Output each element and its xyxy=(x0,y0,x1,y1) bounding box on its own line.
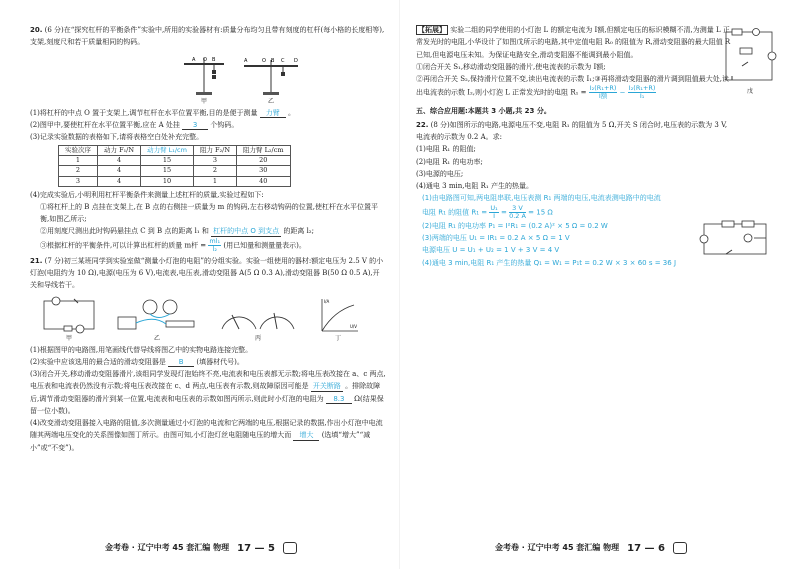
fig2-label-o: O xyxy=(262,57,266,64)
ext-step1: ①闭合开关 S₁,移动滑动变阻器的滑片,使电流表的示数为 I额; xyxy=(416,62,606,71)
section-five-title: 五、综合应用题:本题共 3 小题,共 23 分。 xyxy=(416,106,551,115)
q21-part3 xyxy=(30,368,386,417)
left-footer xyxy=(105,540,297,558)
ext-step2 xyxy=(416,73,734,101)
figure-yi xyxy=(240,52,302,105)
footer-page-number: 17 — 5 xyxy=(237,542,275,554)
figure-circuit-jia xyxy=(40,295,98,342)
q20-s2-answer: 杠杆的中点 O 到支点 xyxy=(213,227,280,236)
figure-caption-bing: 丙 xyxy=(254,334,261,342)
q22-number: 22. xyxy=(416,120,429,129)
figure-caption-yi: 乙 xyxy=(267,97,274,105)
q22-answer-line: (2)电阻 R₁ 的电功率 P₁ = I²R₁ = (0.2 A)² × 5 Ω = 0.2 W xyxy=(422,221,608,230)
q20-p1-answer: 力臂 xyxy=(260,109,286,118)
q22-block xyxy=(416,119,734,193)
q22-answer-r1-result: = 15 Ω xyxy=(528,208,553,217)
table-row xyxy=(59,156,291,166)
fig2-label-c: C xyxy=(281,57,285,64)
q20-p2-post: 个钩码。 xyxy=(210,120,239,129)
iu-graph-icon xyxy=(316,297,360,335)
q20-stem-text: (6 分)在“探究杠杆的平衡条件”实验中,所用的实验器材有:质量分布均匀且带有刻度的杠杆(每小格的长度相等),支架,刻度尺和若干质量相同的钩码。 xyxy=(30,26,385,47)
table-cell: 30 xyxy=(237,166,290,176)
q21-part4 xyxy=(30,417,386,454)
q22-answer-line: (3)两端的电压 U₁ = IR₁ = 0.2 A × 5 Ω = 1 V xyxy=(422,234,570,243)
q20-part3: (3)记录实验数据的表格如下,请将表格空白处补充完整。 xyxy=(30,133,204,141)
fraction-numerator: I₂(R₁+R) xyxy=(589,84,617,93)
table-cell: 2 xyxy=(193,166,236,176)
q21-p3-text-c: Ω(结果保留一位小数)。 xyxy=(30,394,384,415)
fraction-denominator: I xyxy=(493,211,495,220)
q22-item: (2)电阻 R₁ 的电功率; xyxy=(416,157,483,166)
q20-p2-text: (2)图甲中,要使杠杆在水平位置平衡,应在 A 处挂 xyxy=(30,120,180,129)
q21-p4-text-a: (4)改变滑动变阻器接入电路的阻值,多次测量通过小灯泡的电流和它两端的电压,根据记录的数据,作出小灯泡中电流随其两端电压变化的关系图像如图丁所示。由图可知,小灯泡灯丝电阻随电压的增大而 xyxy=(30,419,383,440)
q22-answer-line: (4)通电 3 min,电阻 R₁ 产生的热量 Q₁ = W₁ = P₁t = 0.2 W × 3 × 60 s = 36 J xyxy=(422,258,677,267)
q20-number: 20. xyxy=(30,26,43,34)
ext-answer-fraction-b xyxy=(628,85,657,100)
fig2-label-d: D xyxy=(294,57,298,64)
table-header-cell: 阻力 F₂/N xyxy=(193,146,236,156)
right-page xyxy=(400,0,800,569)
q20-stem xyxy=(30,24,386,49)
q21-stem xyxy=(30,255,386,292)
q22-item: (3)电源的电压; xyxy=(416,169,464,178)
extension-tag: 【拓展】 xyxy=(418,26,446,34)
q20-data-table xyxy=(58,145,291,186)
circuit-diagram-icon xyxy=(40,295,98,335)
q22-fraction-1 xyxy=(489,205,498,220)
footer-title: 金考卷 · 辽宁中考 45 套汇编 物理 xyxy=(495,543,620,553)
ext-text3: ②再闭合开关 S₂,保持滑片位置不变,读出电流表的示数 I₁;③再将滑动变阻器的滑片调到阻值最大处,读出电流表的示数 I₂,则小灯泡 L 正常发光时的电阻 R₁ = xyxy=(416,75,729,97)
circuit-diagram-wu-icon xyxy=(722,26,778,88)
table-header-cell: 动力 F₁/N xyxy=(98,146,141,156)
ext-text1: 实验二组的同学使用的小灯泡 L 的额定电流为 I额,但额定电压的标识模糊不清,为测量 L 正常发光时的电阻,小华设计了如图戊所示的电路,其中定值电阻 R₀ 的阻值为 R,滑动变阻器的最大阻值 R 已知,但电源电压未知。为保证电路安全,滑动变阻器不能调到最小阻值。 xyxy=(416,26,731,59)
table-row xyxy=(59,166,291,176)
equals-sign: = xyxy=(500,208,507,217)
extension-block xyxy=(416,24,734,101)
table-cell: 40 xyxy=(237,176,290,186)
fig2-label-a: A xyxy=(244,57,248,64)
fraction-denominator: I额 xyxy=(598,92,608,101)
q20-step3 xyxy=(30,238,386,253)
q20-s2-post: 的距离 l₂; xyxy=(283,227,314,236)
q21-p2-text: (2)实验中应该选用的最合适的滑动变阻器是 xyxy=(30,357,166,366)
figure-meters-bing xyxy=(216,299,300,342)
q21-p3-answer2: 8.3 xyxy=(326,395,352,404)
table-cell: 4 xyxy=(98,176,141,186)
graph-y-axis-label: I/A xyxy=(324,298,330,304)
figure-caption-yi: 乙 xyxy=(153,334,160,342)
figure-wiring-yi xyxy=(114,295,200,342)
q21-p3-text-b: 。排除故障后,调节滑动变阻器的滑片到某一位置,电流表和电压表的示数如图丙所示,则此时小灯泡的电阻为 xyxy=(30,382,381,403)
q20-step1: ①将杠杆上的 B 点挂在支架上,在 B 点的右侧挂一质量为 m 的钩码,左右移动钩码的位置,使杠杆在水平位置平衡,如图乙所示; xyxy=(40,202,378,224)
fig-label-o: O xyxy=(203,56,207,63)
q22-answer-line: (1)由电路图可知,两电阻串联,电压表测 R₁ 两端的电压,电流表测电路中的电流 xyxy=(422,194,661,203)
figure-caption-ding: 丁 xyxy=(334,334,341,342)
figure-caption-wu: 戊 xyxy=(746,88,753,95)
table-cell: 3 xyxy=(59,176,98,186)
q20-p2-answer: 3 xyxy=(182,121,208,130)
left-content xyxy=(30,24,386,454)
q21-p3-answer1: 开关断路 xyxy=(312,382,341,391)
q21-p4-answer: 增大 xyxy=(293,431,319,440)
fraction-numerator: I₂(R₁+R) xyxy=(628,84,656,93)
q20-part1 xyxy=(30,107,386,119)
q22-answer-line: 电源电压 U = U₁ + U₂ = 1 V + 3 V = 4 V xyxy=(422,246,560,255)
q20-s3-answer-fraction xyxy=(208,238,221,253)
figure-circuit-q22 xyxy=(698,216,772,262)
q20-s3-post: (用已知量和测量量表示)。 xyxy=(223,241,306,250)
q21-figures xyxy=(40,295,386,342)
fig-label-b: B xyxy=(212,56,216,63)
fraction-numerator: ml₁ xyxy=(209,236,221,245)
publisher-logo-icon xyxy=(283,542,297,554)
table-cell: 15 xyxy=(141,166,194,176)
fig2-label-b: B xyxy=(271,57,275,64)
q20-s2-text: ②用刻度尺测出此时钩码悬挂点 C 到 B 点的距离 l₁ 和 xyxy=(40,227,209,236)
figure-jia xyxy=(180,52,228,105)
lever-figure-yi xyxy=(240,52,302,98)
meter-dials-icon xyxy=(216,299,300,335)
q21-p4-text-b: (选填“增大”“减小”或“不变”)。 xyxy=(30,431,371,452)
q22-fraction-2 xyxy=(509,205,526,220)
figure-caption-jia: 甲 xyxy=(200,97,207,105)
right-content xyxy=(416,24,772,269)
lever-figure-jia xyxy=(180,52,228,98)
table-cell: 4 xyxy=(98,166,141,176)
q21-p2-answer: B xyxy=(168,358,194,367)
q20-part2 xyxy=(30,119,386,131)
table-cell: 1 xyxy=(59,156,98,166)
q20-s3-text: ③根据杠杆的平衡条件,可以计算出杠杆的质量 m杆 = xyxy=(40,241,209,250)
q21-p3-text-a: (3)闭合开关,移动滑动变阻器滑片,该组同学发现灯泡始终不亮,电流表和电压表都无示数;将电压表改接在 a、c 两点,电压表和电流表仍然没有示数;将电压表改接在 c、d 两点,电压表有示数,则故障原因可能是 xyxy=(30,370,386,391)
table-cell: 2 xyxy=(59,166,98,176)
table-cell: 4 xyxy=(98,156,141,166)
footer-page-number: 17 — 6 xyxy=(627,542,665,554)
table-header-cell: 实验次序 xyxy=(59,146,98,156)
q20-step2 xyxy=(30,225,386,237)
fig-label-a: A xyxy=(192,56,196,63)
table-row xyxy=(59,176,291,186)
q21-p2-post: (填器材代号)。 xyxy=(196,357,244,366)
q22-stem xyxy=(416,119,734,144)
fraction-denominator: I₁ xyxy=(639,92,645,101)
ext-paragraph1 xyxy=(416,24,734,61)
table-cell: 10 xyxy=(141,176,194,186)
q21-part1: (1)根据图甲的电路图,用笔画线代替导线将图乙中的实物电路连接完整。 xyxy=(30,345,253,354)
figure-caption-jia: 甲 xyxy=(65,334,72,342)
fraction-numerator: U₁ xyxy=(490,203,498,212)
q20-part4: (4)完成实验后,小明利用杠杆平衡条件来测量上述杠杆的质量,实验过程如下: xyxy=(30,190,264,199)
ext-answer-fraction-a xyxy=(589,85,618,100)
fraction-denominator: 0.2 A xyxy=(509,211,526,220)
q22-item: (1)电阻 R₁ 的阻值; xyxy=(416,145,476,154)
wiring-diagram-icon xyxy=(114,295,200,335)
q22-item: (4)通电 3 min,电阻 R₁ 产生的热量。 xyxy=(416,182,533,191)
q20-p1-text: (1)将杠杆的中点 O 置于支架上,调节杠杆在水平位置平衡,目的是便于测量 xyxy=(30,108,258,117)
footer-title: 金考卷 · 辽宁中考 45 套汇编 物理 xyxy=(105,543,230,553)
fraction-numerator: 3 V xyxy=(509,205,526,213)
publisher-logo-icon xyxy=(673,542,687,554)
graph-x-axis-label: U/V xyxy=(350,323,358,329)
table-cell: 15 xyxy=(141,156,194,166)
circuit-diagram-q22-icon xyxy=(698,216,772,262)
q22-answer-r1-text: 电阻 R₁ 的阻值 R₁ = xyxy=(422,208,490,217)
table-header-row xyxy=(59,146,291,156)
right-footer xyxy=(495,540,687,558)
minus-sign: − xyxy=(619,88,626,97)
q20-figures xyxy=(180,52,386,105)
table-cell: 3 xyxy=(193,156,236,166)
table-cell: 20 xyxy=(237,156,290,166)
q20-p1-post: 。 xyxy=(288,108,296,117)
q22-stem-text: (8 分)如图所示的电路,电源电压不变,电阻 R₁ 的阻值为 5 Ω,开关 S 闭合时,电压表的示数为 3 V,电流表的示数为 0.2 A。求: xyxy=(416,120,728,142)
table-cell: 1 xyxy=(193,176,236,186)
figure-graph-ding xyxy=(316,297,360,342)
table-header-cell: 阻力臂 L₂/cm xyxy=(237,146,290,156)
figure-circuit-wu xyxy=(722,26,778,95)
fraction-denominator: l₂ xyxy=(212,244,217,253)
q21-number: 21. xyxy=(30,256,43,265)
q21-part2 xyxy=(30,356,386,368)
q21-stem-text: (7 分)初三某班同学到实验室做“测量小灯泡的电阻”的分组实验。实验一组使用的器材:额定电压为 2.5 V 的小灯泡(电阻约为 10 Ω),电源(电压为 6 V),电流表,电压表,滑动变阻器 A(5 Ω 0.3 A),滑动变阻器 B(50 Ω 0.5 A),开关和导线若干。 xyxy=(30,256,384,290)
table-header-answer-cell: 动力臂 L₁/cm xyxy=(141,146,194,156)
